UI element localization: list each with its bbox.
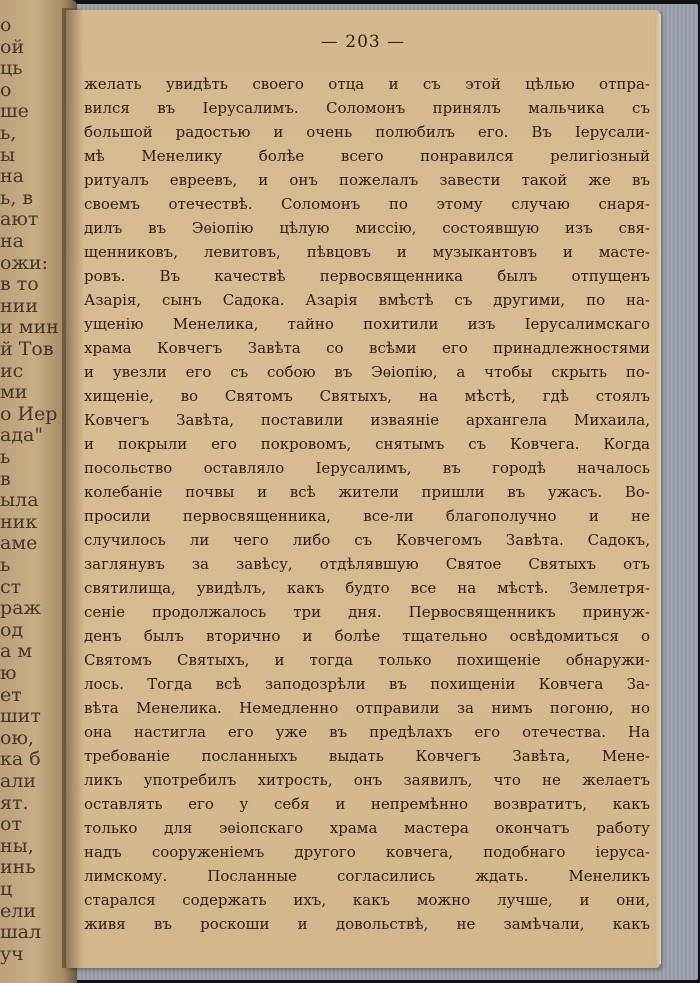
left-page-text-fragment: и мин (0, 316, 59, 339)
text-line: ритуалъ евреевъ, и онъ пожелалъ завести такой же въ (84, 171, 650, 189)
left-page-text-fragment: ь (0, 554, 11, 576)
text-line: только для эѳіопскаго храма мастера окончатъ работу (84, 819, 650, 837)
text-line: дилъ въ Эѳіопію цѣлую миссію, состоявшую изъ свя- (84, 219, 650, 237)
left-page-text-fragment: раж (0, 597, 41, 620)
left-page-text-fragment: ь, (0, 122, 17, 144)
left-page-text-fragment: ет (0, 683, 22, 706)
text-line: Святомъ Святыхъ, и тогда только похищеніе обнаружи- (84, 651, 650, 669)
left-page-text-fragment: ада" (0, 424, 44, 447)
text-line: и увезли его съ собою въ Эѳіопію, а чтобы скрыть по- (84, 363, 650, 381)
text-line: своемъ отечествѣ. Соломонъ по этому случаю снаря- (84, 195, 650, 213)
page-text (84, 72, 650, 936)
page-edge (655, 14, 661, 964)
text-line: случилось ли чего либо съ Ковчегомъ Завѣта. Садокъ, (84, 531, 650, 549)
left-page-text-fragment: ожи: (0, 251, 48, 274)
text-line: живя въ роскоши и довольствѣ, не замѣчали, какъ (84, 915, 650, 933)
left-page-text-fragment: ць (0, 57, 23, 80)
text-line: и покрыли его покровомъ, снятымъ съ Ковчега. Когда (84, 435, 650, 453)
text-line: храма Ковчегъ Завѣта со всѣми его принадлежностями (84, 339, 650, 357)
left-page-text-fragment: али (0, 770, 37, 792)
left-page-text-fragment: ят. (0, 791, 29, 814)
text-line: старался содержать ихъ, какъ можно лучше, и они, (84, 891, 650, 909)
left-page-text-fragment: ают (0, 208, 39, 231)
text-line: Азарія, сынъ Садока. Азарія вмѣстѣ съ другими, по на- (84, 291, 650, 309)
left-page-text-fragment: инь (0, 856, 36, 879)
text-line: денъ былъ вторично и болѣе тщательно освѣдомиться о (84, 627, 650, 645)
left-page-text-fragment: од (0, 618, 24, 641)
text-line: сеніе продолжалось три дня. Первосвященникъ принуж- (84, 603, 650, 621)
left-page-text-fragment: о Иер (0, 402, 58, 425)
text-line: просили первосвященника, все-ли благополучно и не (84, 507, 650, 525)
text-line: желать увидѣть своего отца и съ этой цѣлью отпра- (84, 75, 650, 93)
text-line: мѣ Менелику болѣе всего понравился религіозный (84, 147, 650, 165)
left-page-text-fragment: ми (0, 381, 28, 404)
left-page-text-fragment: о (0, 14, 12, 36)
text-line: оставлять его у себя и непремѣнно возвратитъ, какъ (84, 795, 650, 813)
text-line: вился въ Іерусалимъ. Соломонъ принялъ мальчика съ (84, 99, 650, 117)
text-line: Ковчегъ Завѣта, поставили изваяніе архангела Михаила, (84, 411, 650, 429)
text-line: большой радостью и очень полюбилъ его. Въ Іерусали- (84, 123, 650, 141)
left-page-text-fragment: в (0, 467, 11, 490)
text-line: щенниковъ, левитовъ, пѣвцовъ и музыкантовъ и масте- (84, 243, 650, 261)
left-page-text-fragment: й Тов (0, 338, 54, 360)
left-page-text-fragment: ю (0, 662, 17, 684)
left-page-text-fragment: ой (0, 35, 25, 58)
left-page-text-fragment: на (0, 165, 24, 188)
left-page-text-fragment: ь (0, 446, 11, 468)
left-page-text-fragment: ц (0, 878, 13, 900)
text-line: посольство оставляло Іерусалимъ, въ городѣ началось (84, 459, 650, 477)
text-line: надъ сооруженіемъ другого ковчега, подобнаго іерусa- (84, 843, 650, 861)
text-line: хищеніе, во Святомъ Святыхъ, на мѣстѣ, гдѣ стоялъ (84, 387, 650, 405)
text-line: ровъ. Въ качествѣ первосвященника былъ отпущенъ (84, 267, 650, 285)
left-page-text-fragment: ою, (0, 726, 35, 749)
left-page-text-fragment: в то (0, 273, 39, 296)
page-fold-shadow (62, 8, 84, 968)
left-page-text-fragment: ка б (0, 748, 41, 771)
left-page-text-fragment: нии (0, 294, 38, 317)
left-page-text-fragment: ыла (0, 489, 39, 512)
text-line: она настигла его уже въ предѣлахъ его отечества. На (84, 723, 650, 741)
left-page-text-fragment: ст (0, 575, 22, 598)
left-page-text-fragment: ели (0, 899, 36, 922)
left-page-text-fragment: от (0, 813, 22, 836)
left-page-text-fragment: на (0, 230, 24, 252)
text-line: заглянувъ за завѣсу, отдѣлявшую Святое Святыхъ отъ (84, 555, 650, 573)
text-line: лимскому. Посланные согласились ждать. Менеликъ (84, 867, 650, 885)
left-page-text-fragment: ис (0, 359, 24, 382)
text-line: вѣта Менелика. Немедленно отправили за нимъ погоню, но (84, 699, 650, 717)
text-line: требованіе посланныхъ выдать Ковчегъ Завѣта, Менe- (84, 747, 650, 765)
left-page-text-fragment: шит (0, 705, 41, 728)
text-line: ущенію Менелика, тайно похитили изъ Іерусалимскаго (84, 315, 650, 333)
text-line: колебаніе почвы и всѣ жители пришли въ ужасъ. Во- (84, 483, 650, 501)
left-page-text-fragment: ь, в (0, 186, 34, 209)
left-page-text-fragment: о (0, 78, 12, 101)
text-line: святилища, увидѣлъ, какъ будто все на мѣстѣ. Землетря- (84, 579, 650, 597)
left-page-text-fragment: ник (0, 510, 38, 533)
text-line: лось. Тогда всѣ заподозрѣли въ похищеніи Ковчега За- (84, 675, 650, 693)
left-page-text-fragment: ше (0, 100, 29, 123)
left-page-text-fragment: ны, (0, 834, 34, 857)
left-page-text-fragment: шал (0, 921, 42, 944)
left-page-text-fragment: уч (0, 942, 24, 965)
book-page (66, 10, 660, 968)
text-line: ликъ употребилъ хитрость, онъ заявилъ, что не желаетъ (84, 771, 650, 789)
left-page-text-fragment: ы (0, 143, 16, 166)
left-page-text-fragment: аме (0, 532, 38, 555)
page-number: — 203 — (320, 32, 406, 52)
left-page-text-fragment: а м (0, 640, 33, 663)
